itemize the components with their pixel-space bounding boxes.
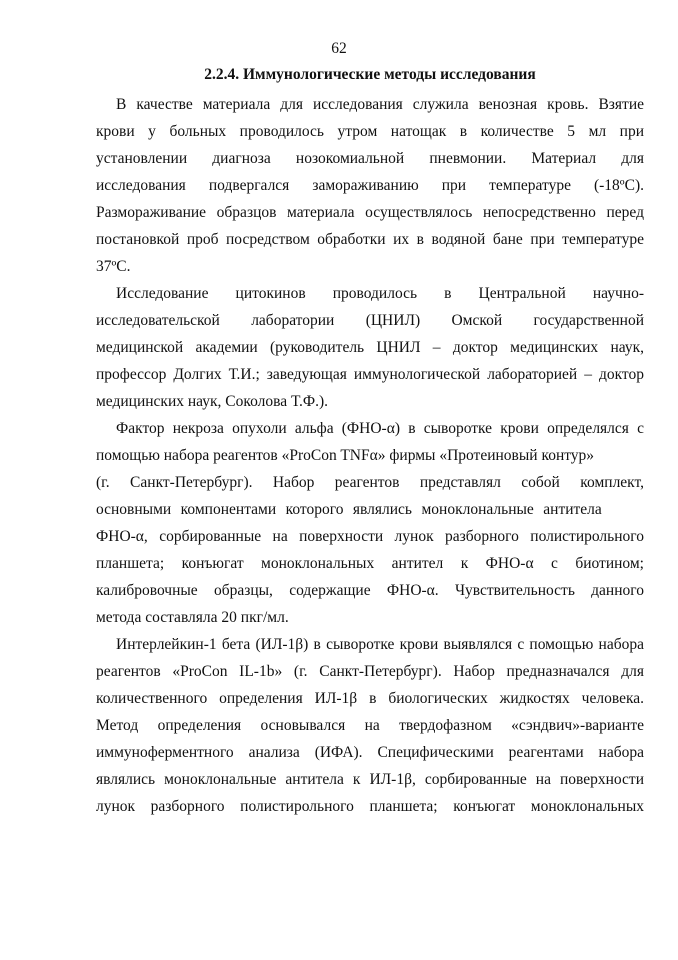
text-line: ФНО-α, сорбированные на поверхности лунок разборного полистирольного (96, 528, 644, 545)
text-line: профессор Долгих Т.И.; заведующая иммунологической лабораторией – доктор (96, 366, 644, 383)
text-line: количественного определения ИЛ-1β в биологических жидкостях человека. (96, 690, 644, 707)
text-line: планшета; конъюгат моноклональных антител к ФНО-α с биотином; (96, 555, 644, 572)
text-line: Размораживание образцов материала осуществлялось непосредственно перед (96, 204, 644, 221)
text-line: Метод определения основывался на твердофазном «сэндвич»-варианте (96, 717, 644, 734)
paragraph-first-line: В качестве материала для исследования служила венозная кровь. Взятие (116, 96, 644, 113)
text-line: метода составляла 20 пкг/мл. (96, 609, 289, 626)
paragraph-first-line: Исследование цитокинов проводилось в Центральной научно- (116, 285, 644, 302)
text-line: (г. Санкт-Петербург). Набор реагентов представлял собой комплект, (96, 474, 644, 491)
text-line: основными компонентами которого являлись моноклональные антитела (96, 501, 602, 518)
text-line: постановкой проб посредством обработки их в водяной бане при температуре (96, 231, 644, 248)
paragraph-first-line: Интерлейкин-1 бета (ИЛ-1β) в сыворотке крови выявлялся с помощью набора (116, 636, 644, 653)
text-line: медицинских наук, Соколова Т.Ф.). (96, 393, 328, 410)
text-line: установлении диагноза нозокомиальной пневмонии. Материал для (96, 150, 644, 167)
text-line: реагентов «ProCon IL-1b» (г. Санкт-Петербург). Набор предназначался для (96, 663, 644, 680)
page-number: 62 (331, 40, 347, 57)
text-line: крови у больных проводилось утром натощак в количестве 5 мл при (96, 123, 644, 140)
text-line: являлись моноклональные антитела к ИЛ-1β, сорбированные на поверхности (96, 771, 644, 788)
text-line: иммуноферментного анализа (ИФА). Специфическими реагентами набора (96, 744, 644, 761)
section-title: 2.2.4. Иммунологические методы исследования (204, 66, 536, 83)
text-line: лунок разборного полистирольного планшета; конъюгат моноклональных (96, 798, 644, 815)
text-line: калибровочные образцы, содержащие ФНО-α. Чувствительность данного (96, 582, 644, 599)
text-line: исследовательской лаборатории (ЦНИЛ) Омской государственной (96, 312, 644, 329)
text-line: 37ºС. (96, 258, 131, 275)
body-text (96, 91, 644, 820)
text-line: медицинской академии (руководитель ЦНИЛ – доктор медицинских наук, (96, 339, 644, 356)
text-line: помощью набора реагентов «ProCon TNFα» фирмы «Протеиновый контур» (96, 447, 595, 464)
text-line: исследования подвергался замораживанию при температуре (-18ºС). (96, 177, 644, 194)
paragraph-first-line: Фактор некроза опухоли альфа (ФНО-α) в сыворотке крови определялся с (116, 420, 644, 437)
